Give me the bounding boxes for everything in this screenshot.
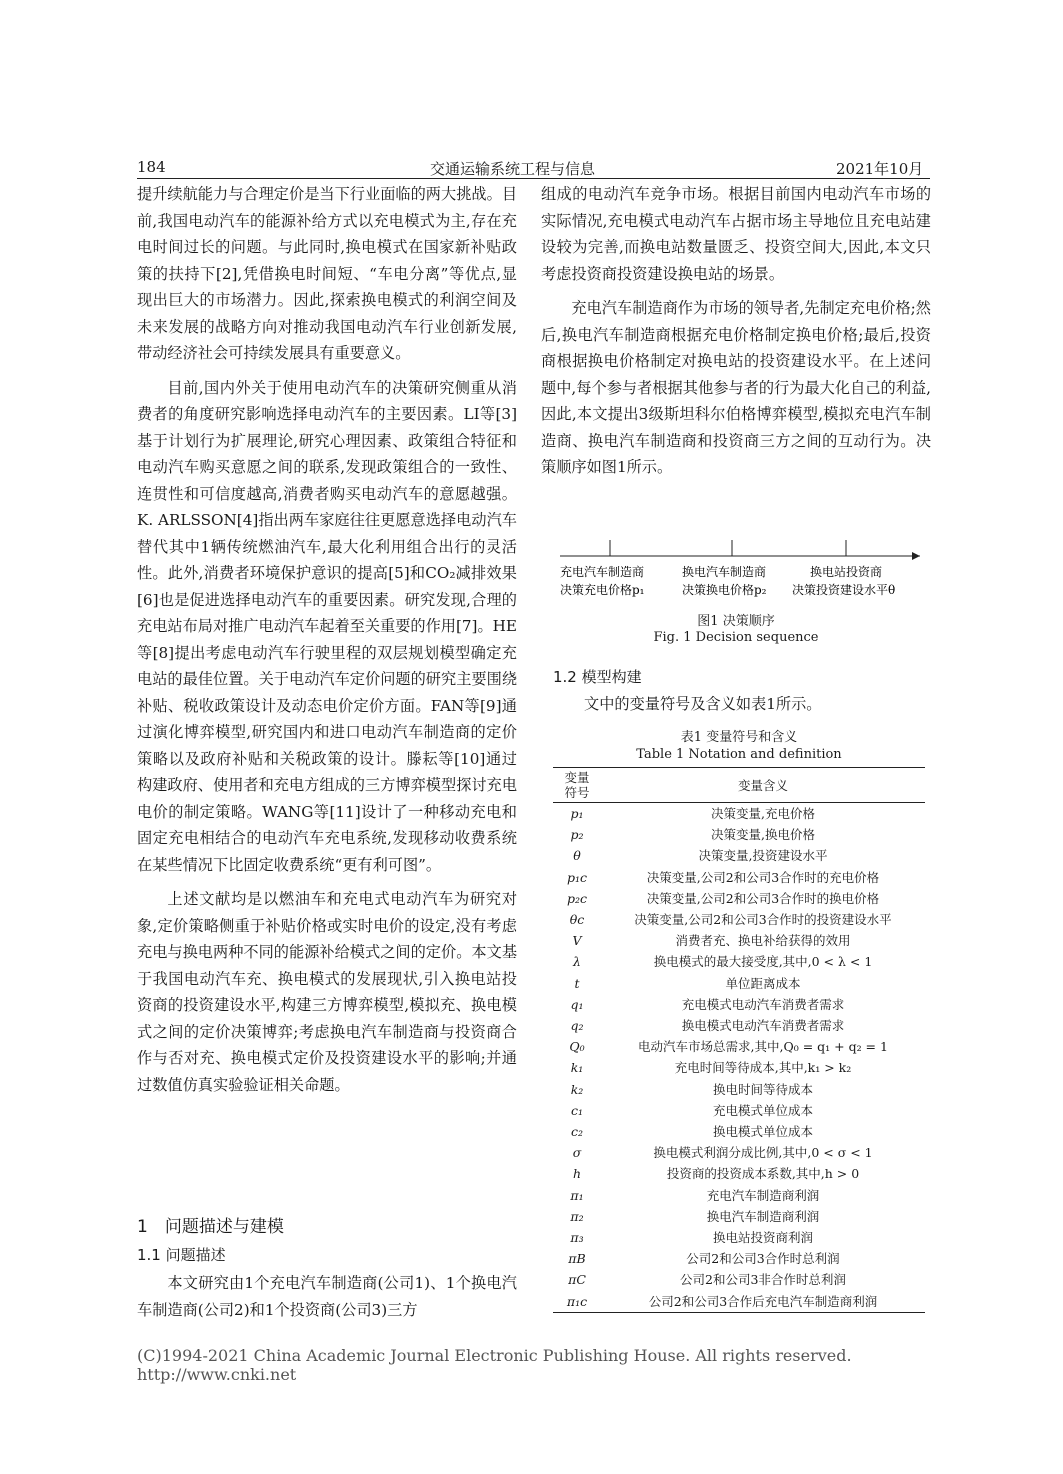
table-row xyxy=(553,1248,925,1269)
paragraph: 文中的变量符号及含义如表1所示。 xyxy=(584,695,822,713)
symbol-cell: p₂ xyxy=(570,827,584,843)
definition-cell: 充电模式单位成本 xyxy=(712,1102,813,1118)
definition-cell: 决策变量,投资建设水平 xyxy=(698,848,828,864)
symbol-cell: k₂ xyxy=(570,1081,584,1097)
definition-cell: 换电模式电动汽车消费者需求 xyxy=(681,1018,845,1034)
figure-caption-cn: 图1 决策顺序 xyxy=(697,614,775,629)
paragraph: 目前,国内外关于使用电动汽车的决策研究侧重从消费者的角度研究影响选择电动汽车的主要因素。LI等[3]基于计划行为扩展理论,研究心理因素、政策组合特征和电动汽车购买意愿之间的联系,发现政策组合的一致性、连贯性和可信度越高,消费者购买电动汽车的意愿越强。K. ARLSSON[4]指出两车家庭往往更愿意选择电动汽车替代其中1辆传统燃油汽车,最大化利用组合出行的灵活性。此外,消费者环境保护意识的提高[5]和CO₂减排效果[6]也是促进选择电动汽车的重要因素。研究发现,合理的充电站布局对推广电动汽车起着至关重要的作用[7]。HE等[8]提出考虑电动汽车行驶里程的双层规划模型确定充电站的最佳位置。关于电动汽车定价问题的研究主要围绕补贴、税收政策设计及动态电价定价方面。FAN等[9]通过演化博弈模型,研究国内和进口电动汽车制造商的定价策略以及政府补贴和关税政策的设计。滕耘等[10]通过构建政府、使用者和充电方组成的三方博弈模型探讨充电电价的制定策略。WANG等[11]设计了一种移动充电和固定充电相结合的电动汽车充电系统,发现移动收费系统在某些情况下比固定收费系统“更有利可图”。 xyxy=(137,378,517,874)
paragraph: 提升续航能力与合理定价是当下行业面临的两大挑战。目前,我国电动汽车的能源补给方式以充电模式为主,存在充电时间过长的问题。与此同时,换电模式在国家新补贴政策的扶持下[2],凭借换电时间短、“车电分离”等优点,显现出巨大的市场潜力。因此,探索换电模式的利润空间及未来发展的战略方向对推动我国电动汽车行业创新发展,带动经济社会可持续发展具有重要意义。 xyxy=(137,185,517,362)
page-number: 184 xyxy=(137,158,166,176)
table-row xyxy=(553,1142,925,1163)
definition-cell: 电动汽车市场总需求,其中,Q₀ = q₁ + q₂ = 1 xyxy=(638,1039,888,1055)
decision-sequence-figure xyxy=(560,540,920,610)
definition-cell: 决策变量,换电价格 xyxy=(711,827,815,843)
symbol-cell: k₁ xyxy=(570,1060,584,1076)
symbol-cell: λ xyxy=(573,954,581,970)
symbol-cell: q₂ xyxy=(570,1018,584,1034)
paragraph: 充电汽车制造商作为市场的领导者,先制定充电价格;然后,换电汽车制造商根据充电价格制定换电价格;最后,投资商根据换电价格制定对换电站的投资建设水平。在上述问题中,每个参与者根据其他参与者的行为最大化自己的利益,因此,本文提出3级斯坦科尔伯格博弈模型,模拟充电汽车制造商、换电汽车制造商和投资商三方之间的互动行为。决策顺序如图1所示。 xyxy=(541,299,931,476)
symbol-cell: V xyxy=(572,933,582,949)
symbol-cell: θc xyxy=(569,912,585,928)
symbol-cell: π₂ xyxy=(570,1208,584,1224)
table-row xyxy=(553,1163,925,1184)
symbol-cell: πB xyxy=(568,1251,586,1267)
table-row xyxy=(553,1227,925,1248)
symbol-cell: πC xyxy=(568,1272,586,1288)
symbol-cell: p₁ xyxy=(570,806,584,821)
definition-cell: 决策变量,公司2和公司3合作时的充电价格 xyxy=(646,869,880,885)
table-row xyxy=(553,1100,925,1121)
section-heading-1: 1 问题描述与建模 xyxy=(137,1217,284,1237)
table-row xyxy=(553,845,925,866)
paragraph: 上述文献均是以燃油车和充电式电动汽车为研究对象,定价策略侧重于补贴价格或实时电价的设定,没有考虑充电与换电两种不同的能源补给模式之间的定价。本文基于我国电动汽车充、换电模式的发展现状,引入换电站投资商的投资建设水平,构建三方博弈模型,模拟充、换电模式之间的定价决策博弈;考虑换电汽车制造商与投资商合作与否对充、换电模式定价及投资建设水平的影响;并通过数值仿真实验验证相关命题。 xyxy=(137,890,517,1094)
copyright-footer: (C)1994-2021 China Academic Journal Electronic Publishing House. All rights reserved. http://www.cnki.net xyxy=(137,1346,852,1384)
paragraph: 组成的电动汽车竞争市场。根据目前国内电动汽车市场的实际情况,充电模式电动汽车占据市场主导地位且充电站建设较为完善,而换电站数量匮乏、投资空间大,因此,本文只考虑投资商投资建设换电站的场景。 xyxy=(541,185,931,283)
header-rule xyxy=(137,178,930,179)
table-row xyxy=(553,1291,925,1313)
fig-stage3-line2: 决策投资建设水平θ xyxy=(792,583,896,597)
definition-cell: 消费者充、换电补给获得的效用 xyxy=(675,933,851,949)
definition-cell: 充电模式电动汽车消费者需求 xyxy=(681,996,845,1012)
table-row xyxy=(553,951,925,972)
table-caption-cn: 表1 变量符号和含义 xyxy=(680,730,798,745)
table-row xyxy=(553,1036,925,1057)
table-row xyxy=(553,867,925,888)
table-row xyxy=(553,930,925,951)
table-row xyxy=(553,994,925,1015)
table-caption-en: Table 1 Notation and definition xyxy=(636,747,842,762)
fig-stage2-line1: 换电汽车制造商 xyxy=(682,565,767,579)
symbol-cell: π₁ xyxy=(570,1187,584,1203)
definition-cell: 决策变量,充电价格 xyxy=(711,806,815,821)
definition-cell: 换电站投资商利润 xyxy=(712,1230,813,1246)
definition-cell: 公司2和公司3合作后充电汽车制造商利润 xyxy=(601,1291,925,1313)
table-row xyxy=(553,909,925,930)
table-row xyxy=(553,1185,925,1206)
fig-stage3-line1: 换电站投资商 xyxy=(810,565,883,579)
right-column xyxy=(541,181,931,481)
symbol-cell: t xyxy=(574,975,580,991)
definition-cell: 换电时间等待成本 xyxy=(712,1081,813,1097)
definition-cell: 公司2和公司3合作时总利润 xyxy=(686,1251,840,1267)
symbol-cell: c₁ xyxy=(570,1102,583,1118)
fig-stage2-line2: 决策换电价格p₂ xyxy=(682,583,767,597)
table-row xyxy=(553,1079,925,1100)
table-row xyxy=(553,1057,925,1078)
definition-cell: 充电时间等待成本,其中,k₁ > k₂ xyxy=(674,1060,852,1076)
table-header-symbol: 变量 符号 xyxy=(553,768,601,803)
table-row xyxy=(553,973,925,994)
symbol-cell: θ xyxy=(573,848,581,864)
definition-cell: 换电汽车制造商利润 xyxy=(706,1208,820,1224)
table-row xyxy=(553,1269,925,1290)
section-heading-1-1: 1.1 问题描述 xyxy=(137,1246,226,1264)
symbol-cell: p₁c xyxy=(566,869,587,885)
figure-caption-en: Fig. 1 Decision sequence xyxy=(653,630,819,645)
definition-cell: 决策变量,公司2和公司3合作时的换电价格 xyxy=(646,890,880,906)
table-row xyxy=(553,1121,925,1142)
definition-cell: 换电模式的最大接受度,其中,0 < λ < 1 xyxy=(653,954,873,970)
notation-table xyxy=(553,767,925,1313)
table-row xyxy=(553,824,925,845)
symbol-cell: c₂ xyxy=(570,1124,583,1140)
definition-cell: 决策变量,公司2和公司3合作时的投资建设水平 xyxy=(634,912,892,928)
symbol-cell: h xyxy=(572,1166,582,1182)
symbol-cell: π₁c xyxy=(553,1291,601,1313)
definition-cell: 换电模式利润分成比例,其中,0 < σ < 1 xyxy=(653,1145,873,1161)
left-column-bottom xyxy=(137,1270,517,1323)
fig-stage1-line1: 充电汽车制造商 xyxy=(560,565,645,579)
fig-stage1-line2: 决策充电价格p₁ xyxy=(560,583,645,597)
table-row xyxy=(553,888,925,909)
symbol-cell: Q₀ xyxy=(569,1039,585,1055)
symbol-cell: σ xyxy=(572,1145,582,1161)
symbol-cell: π₃ xyxy=(570,1230,584,1246)
symbol-cell: q₁ xyxy=(570,996,584,1012)
definition-cell: 投资商的投资成本系数,其中,h > 0 xyxy=(666,1166,860,1182)
section-heading-1-2: 1.2 模型构建 xyxy=(553,668,642,686)
table-row xyxy=(553,1206,925,1227)
definition-cell: 充电汽车制造商利润 xyxy=(706,1187,820,1203)
paragraph: 本文研究由1个充电汽车制造商(公司1)、1个换电汽车制造商(公司2)和1个投资商(公司3)三方 xyxy=(137,1274,517,1319)
symbol-cell: p₂c xyxy=(566,890,587,906)
journal-title: 交通运输系统工程与信息 xyxy=(430,160,596,178)
definition-cell: 单位距离成本 xyxy=(725,975,801,991)
issue-date: 2021年10月 xyxy=(836,160,924,178)
definition-cell: 公司2和公司3非合作时总利润 xyxy=(680,1272,846,1288)
table-row xyxy=(553,1015,925,1036)
definition-cell: 换电模式单位成本 xyxy=(712,1124,813,1140)
table-header-definition: 变量含义 xyxy=(601,768,925,803)
left-column xyxy=(137,181,517,1098)
table-row xyxy=(553,803,925,825)
